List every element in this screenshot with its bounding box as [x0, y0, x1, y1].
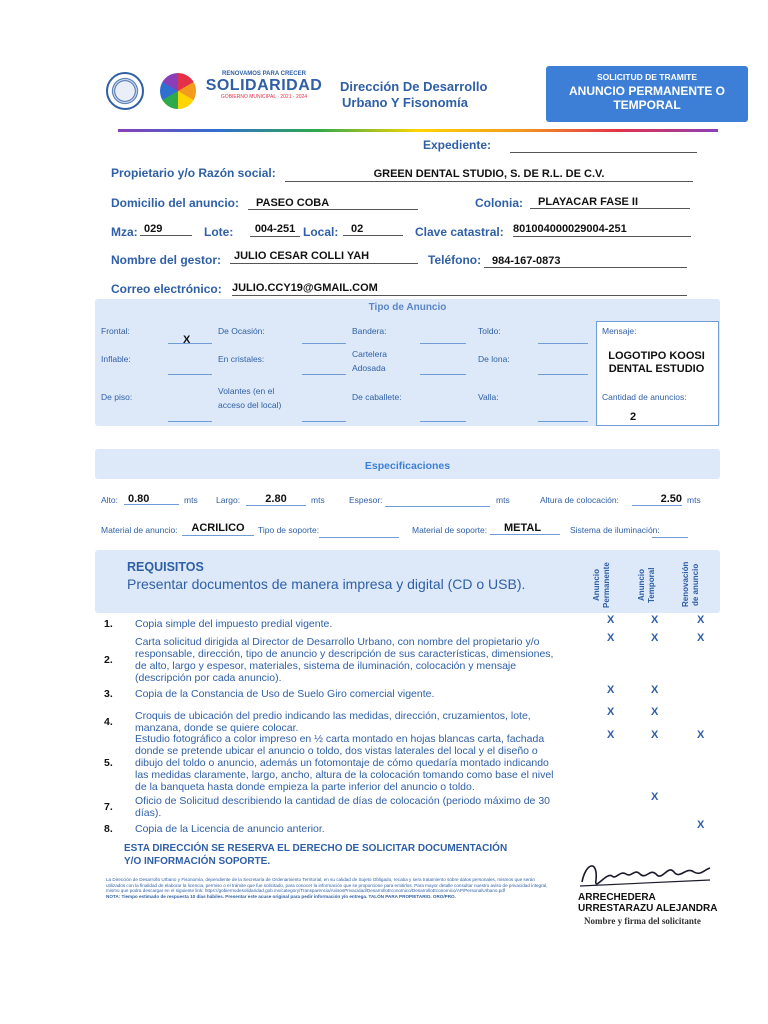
tipo-soporte-label: Tipo de soporte:	[258, 525, 320, 535]
caballete-field[interactable]	[420, 420, 466, 422]
mensaje-value: LOGOTIPO KOOSI DENTAL ESTUDIO	[608, 350, 705, 375]
local-field[interactable]: 02	[343, 223, 403, 236]
lona-field[interactable]	[538, 373, 588, 375]
colonia-field[interactable]: PLAYACAR FASE II	[530, 196, 690, 209]
espesor-field[interactable]	[385, 505, 490, 507]
tipo-anuncio-title: Tipo de Anuncio	[368, 302, 447, 313]
domicilio-field[interactable]: PASEO COBA	[248, 197, 418, 210]
cartelera-field[interactable]	[420, 373, 466, 375]
requisito-line: de alto, largo y espesor, materiales, sistema de iluminación, colocación y mensaje	[135, 660, 517, 672]
requisito-check-mark: X	[607, 729, 615, 741]
requisito-check-mark: X	[607, 684, 615, 696]
frontal-label: Frontal:	[101, 326, 130, 336]
cristales-label: En cristales:	[218, 354, 265, 364]
telefono-label: Teléfono:	[428, 253, 482, 267]
requisitos-subtitle: Presentar documentos de manera impresa y digital (CD o USB).	[127, 576, 526, 592]
requisito-line: (descripción por cada anuncio).	[135, 672, 282, 684]
largo-unit: mts	[311, 495, 325, 505]
requisito-line: dibujo del toldo o anuncio, además un fotomontaje de cómo quedaría montado indicando	[135, 757, 549, 769]
requisito-check-mark: X	[697, 819, 705, 831]
requisito-line: Copia simple del impuesto predial vigente.	[135, 618, 333, 630]
espesor-label: Espesor:	[349, 495, 383, 505]
requisito-line: días).	[135, 807, 162, 819]
iluminacion-label: Sistema de iluminación:	[570, 525, 660, 535]
cartelera-label: Cartelera Adosada	[352, 349, 387, 373]
ocasion-label: De Ocasión:	[218, 326, 265, 336]
solidaridad-logo: RENOVAMOS PARA CRECER SOLIDARIDAD GOBIERNO MUNICIPAL · 2021 - 2024	[205, 71, 323, 100]
col-renovacion-header: Renovación de anuncio	[681, 561, 700, 608]
requisito-line: Copia de la Licencia de anuncio anterior.	[135, 823, 325, 835]
colonia-label: Colonia:	[475, 196, 523, 210]
municipal-seal-icon	[106, 72, 144, 110]
requisito-check-mark: X	[607, 706, 615, 718]
local-label: Local:	[303, 225, 339, 239]
clave-catastral-label: Clave catastral:	[415, 225, 504, 239]
cantidad-label: Cantidad de anuncios:	[602, 392, 687, 402]
toldo-field[interactable]	[538, 342, 588, 344]
requisito-check-mark: X	[651, 729, 659, 741]
lote-field[interactable]: 004-251	[250, 223, 300, 237]
alto-unit: mts	[184, 495, 198, 505]
requisito-number: 2.	[104, 654, 113, 666]
largo-field[interactable]: 2.80	[246, 493, 306, 506]
domicilio-label: Domicilio del anuncio:	[111, 196, 240, 210]
requisito-check-mark: X	[697, 632, 705, 644]
inflable-label: Inflable:	[101, 354, 131, 364]
requisito-text	[135, 795, 585, 819]
requisito-check-mark: X	[651, 614, 659, 626]
requisito-line: Carta solicitud dirigida al Director de Desarrollo Urbano, con nombre del propietario y/o	[135, 636, 540, 648]
requisito-check-mark: X	[651, 684, 659, 696]
alto-label: Alto:	[101, 495, 119, 505]
reserve-notice: ESTA DIRECCIÓN SE RESERVA EL DERECHO DE SOLICITAR DOCUMENTACIÓN Y/O INFORMACIÓN SOPORTE.	[124, 843, 508, 867]
propietario-field[interactable]: GREEN DENTAL STUDIO, S. DE R.L. DE C.V.	[285, 168, 693, 182]
requisito-number: 8.	[104, 823, 113, 835]
privacy-notice: La Dirección de Desarrollo Urbano y Fisonomía, dependiente de la Secretaría de Ordenamiento Territorial, en su calidad de Sujeto Obligado, recaba y sera tratamiento sobre datos personales, mismos que serán utilizados con la finalidad de elaborar la licencia, permiso o el trámite que fue solicitado, para conocer la información que se proporcione para emitirlos. Para mayor detalle consultar nuestro aviso de privacidad integral, mismo que podra descargar en el siguiente link: https://gobiernodesolidaridad.gob.mx/category/Transparencia/AvisosPrivacidad/DesarrolloEconomico/DesarrolloEconomico/AP/PersonalUrbano.pdf NOTA: Tiempo estimado de respuesta 10 días hábiles. Presentar este acuse original para pedir información y/o entrega. TALÓN PARA PROPIETARIO. ORO/PRO.	[106, 877, 548, 899]
material-field[interactable]: ACRILICO	[182, 522, 254, 536]
requisito-line: Oficio de Solicitud describiendo la cantidad de días de colocación (periodo máximo de 30	[135, 795, 550, 807]
cantidad-value: 2	[629, 411, 637, 423]
material-soporte-label: Material de soporte:	[412, 525, 488, 535]
department-title: Dirección De Desarrollo Urbano Y Fisonomía	[340, 79, 488, 110]
requisito-check-mark: X	[651, 791, 659, 803]
requisito-check-mark: X	[651, 706, 659, 718]
volantes-field[interactable]	[302, 420, 346, 422]
mza-field[interactable]: 029	[140, 223, 192, 236]
requisito-check-mark: X	[607, 632, 615, 644]
iluminacion-field[interactable]	[652, 536, 688, 538]
col-permanente-header: Anuncio Permanente	[592, 562, 611, 608]
alto-field[interactable]: 0.80	[124, 493, 179, 505]
requisito-check-mark: X	[607, 614, 615, 626]
lona-label: De lona:	[478, 354, 510, 364]
bandera-field[interactable]	[420, 342, 466, 344]
requisito-text	[135, 710, 585, 734]
frontal-mark: X	[183, 334, 191, 346]
valla-label: Valla:	[478, 392, 499, 402]
requisito-check-mark: X	[651, 632, 659, 644]
material-label: Material de anuncio:	[101, 525, 178, 535]
caballete-label: De caballete:	[352, 392, 402, 402]
requisito-line: donde se pretende ubicar el anuncio o toldo, dos vistas laterales del local y el diseño o	[135, 745, 538, 757]
requisito-text	[135, 688, 585, 700]
requisito-number: 7.	[104, 801, 113, 813]
espesor-unit: mts	[496, 495, 510, 505]
requisito-text	[135, 618, 585, 630]
requisito-number: 3.	[104, 688, 113, 700]
requisito-text	[135, 733, 585, 793]
valla-field[interactable]	[538, 420, 588, 422]
volantes-label: Volantes (en el acceso del local)	[218, 386, 282, 410]
requisito-line: Croquis de ubicación del predio indicando las medidas, dirección, cruzamientos, lote,	[135, 710, 531, 722]
requisito-number: 4.	[104, 716, 113, 728]
form-title-box: SOLICITUD DE TRAMITE ANUNCIO PERMANENTE O TEMPORAL	[546, 66, 748, 122]
signature-caption: Nombre y firma del solicitante	[584, 916, 701, 926]
especificaciones-title: Especificaciones	[364, 460, 451, 472]
bandera-label: Bandera:	[352, 326, 387, 336]
piso-field[interactable]	[168, 420, 212, 422]
propietario-label: Propietario y/o Razón social:	[111, 166, 276, 180]
mza-label: Mza:	[111, 225, 138, 239]
requisito-line: de la banqueta hasta donde empieza la parte inferior del anuncio o toldo.	[135, 781, 475, 793]
altura-unit: mts	[687, 495, 701, 505]
expediente-field[interactable]	[510, 151, 697, 153]
requisito-check-mark: X	[697, 614, 705, 626]
requisito-line: manzana, donde se quiere colocar.	[135, 722, 299, 734]
ocasion-field[interactable]	[302, 342, 346, 344]
toldo-label: Toldo:	[478, 326, 501, 336]
lote-label: Lote:	[204, 225, 234, 239]
inflable-field[interactable]	[168, 373, 212, 375]
gestor-label: Nombre del gestor:	[111, 253, 222, 267]
correo-field[interactable]: JULIO.CCY19@GMAIL.COM	[232, 282, 687, 296]
col-temporal-header: Anuncio Temporal	[637, 567, 656, 603]
requisito-number: 5.	[104, 757, 113, 769]
material-soporte-field[interactable]: METAL	[490, 522, 560, 535]
gestor-field[interactable]: JULIO CESAR COLLI YAH	[230, 250, 418, 264]
solidaridad-logo-icon	[158, 71, 198, 111]
correo-label: Correo electrónico:	[111, 282, 222, 296]
requisitos-title: REQUISITOS	[127, 560, 204, 574]
requisito-line: las medidas claramente, largo, ancho, altura de la colocación tomando como base el nivel	[135, 769, 554, 781]
telefono-field[interactable]: 984-167-0873	[484, 255, 687, 268]
requisito-check-mark: X	[697, 729, 705, 741]
altura-label: Altura de colocación:	[540, 495, 619, 505]
largo-label: Largo:	[216, 495, 241, 505]
requisito-text	[135, 636, 585, 684]
clave-catastral-field[interactable]: 801004000029004-251	[513, 223, 691, 237]
altura-field[interactable]: 2.50	[632, 493, 682, 506]
tipo-soporte-field[interactable]	[319, 536, 399, 538]
header-divider	[118, 129, 718, 132]
requisito-line: responsable, dirección, tipo de anuncio y descripción de sus características, dimensiones,	[135, 648, 554, 660]
piso-label: De piso:	[101, 392, 133, 402]
requisito-number: 1.	[104, 618, 113, 630]
signer-name: ARRECHEDERA URRESTARAZU ALEJANDRA	[578, 892, 718, 914]
requisito-line: Estudio fotográfico a color impreso en ½ carta montado en hojas blancas carta, fachada	[135, 733, 545, 745]
requisito-line: Copia de la Constancia de Uso de Suelo Giro comercial vigente.	[135, 688, 435, 700]
expediente-label: Expediente:	[423, 138, 492, 152]
requisito-text	[135, 823, 585, 835]
cristales-field[interactable]	[302, 373, 346, 375]
mensaje-label: Mensaje:	[602, 326, 637, 336]
